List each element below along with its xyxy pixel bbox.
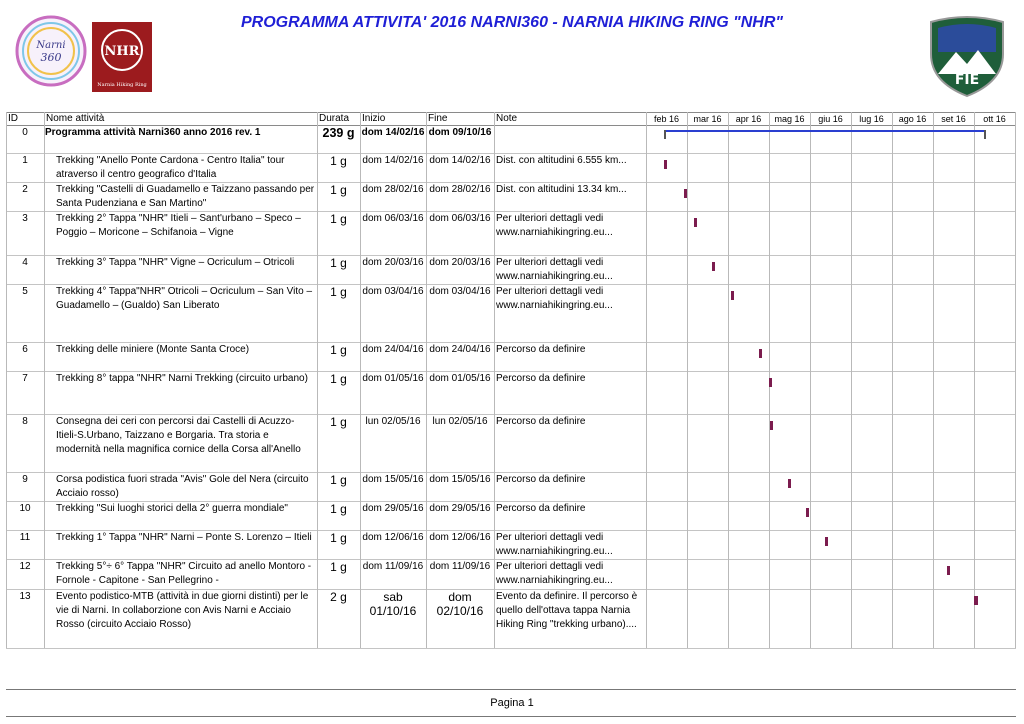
month-divider (933, 112, 934, 648)
task-note: Per ulteriori dettagli vedi www.narniahikingring.eu... (496, 561, 613, 586)
task-duration: 2 g (330, 590, 347, 604)
task-duration: 1 g (330, 531, 347, 545)
task-start: dom 28/02/16 (362, 184, 424, 195)
fie-logo (926, 14, 1008, 98)
month-header: mag 16 (774, 114, 805, 124)
gantt-task-bar (731, 291, 734, 300)
task-start: dom 20/03/16 (362, 257, 424, 268)
task-start: dom 24/04/16 (362, 344, 424, 355)
col-header-start: Inizio (362, 113, 386, 124)
gantt-task-bar (947, 566, 950, 575)
task-start: lun 02/05/16 (365, 416, 421, 427)
row-divider (6, 112, 1016, 113)
gantt-task-bar (770, 421, 773, 430)
task-id: 2 (22, 184, 28, 195)
task-id: 6 (22, 344, 28, 355)
task-duration: 1 g (330, 212, 347, 226)
gantt-summary-end-tick (984, 130, 986, 139)
nhr-logo (92, 22, 152, 92)
task-note: Per ulteriori dettagli vedi www.narniahikingring.eu... (496, 257, 613, 282)
col-header-duration: Durata (319, 113, 350, 124)
footer-divider (6, 689, 1016, 690)
task-note: Percorso da definire (496, 373, 586, 384)
task-name: Trekking "Anello Ponte Cardona - Centro Italia" tour atraverso il centro geografico d'Italia (56, 155, 285, 180)
month-divider (974, 112, 975, 648)
task-name: Trekking 2° Tappa "NHR" Itieli – Sant'urbano – Speco – Poggio – Moricone – Schifanoia – Vigne (56, 213, 301, 238)
task-name: Evento podistico-MTB (attività in due giorni distinti) per le vie di Narni. In collaborzione con Avis Narni e Acciaio Rosso (circuito Acciaio Rosso) (56, 591, 309, 630)
task-end: dom 29/05/16 (429, 503, 491, 514)
task-duration: 239 g (322, 126, 355, 140)
gantt-task-bar (694, 218, 697, 227)
task-note: Per ulteriori dettagli vedi www.narniahikingring.eu... (496, 532, 613, 557)
task-end: dom 02/10/16 (436, 590, 484, 618)
task-note: Per ulteriori dettagli vedi www.narniahikingring.eu... (496, 286, 613, 311)
nhr-logo-mark: NHR (104, 44, 140, 59)
task-note: Evento da definire. Il percorso è quello dell'ottava tappa Narnia Hiking Ring "trekking urbano).... (496, 591, 638, 630)
task-end: dom 24/04/16 (429, 344, 491, 355)
task-end: dom 28/02/16 (429, 184, 491, 195)
task-id: 4 (22, 257, 28, 268)
month-divider (851, 112, 852, 648)
gantt-task-bar (974, 596, 978, 605)
task-duration: 1 g (330, 372, 347, 386)
row-divider (6, 648, 1016, 649)
task-id: 13 (19, 591, 31, 602)
gantt-task-bar (759, 349, 762, 358)
task-note: Percorso da definire (496, 344, 586, 355)
column-divider (494, 112, 495, 648)
col-header-end: Fine (428, 113, 448, 124)
task-id: 11 (19, 532, 31, 543)
gantt-task-bar (769, 378, 772, 387)
nhr-logo-caption: Narnia Hiking Ring (97, 82, 147, 88)
task-duration: 1 g (330, 343, 347, 357)
month-header: mar 16 (693, 114, 722, 124)
task-duration: 1 g (330, 285, 347, 299)
task-start: dom 03/04/16 (362, 286, 424, 297)
month-header: set 16 (941, 114, 966, 124)
task-name: Trekking 4° Tappa"NHR" Otricoli – Ocriculum – San Vito – Guadamello – (Gualdo) San Liberato (56, 286, 313, 311)
gantt-summary-bar (664, 130, 984, 132)
task-duration: 1 g (330, 473, 347, 487)
task-name: Trekking "Sui luoghi storici della 2° guerra mondiale" (56, 503, 288, 514)
task-note: Dist. con altitudini 6.555 km... (496, 155, 627, 166)
task-note: Percorso da definire (496, 503, 586, 514)
col-header-name: Nome attività (46, 113, 105, 124)
column-divider (646, 112, 647, 648)
task-note: Percorso da definire (496, 474, 586, 485)
task-note (496, 126, 644, 152)
gantt-task-bar (806, 508, 809, 517)
col-header-id: ID (8, 113, 18, 124)
month-header: apr 16 (735, 114, 762, 124)
month-header: giu 16 (818, 114, 843, 124)
task-name: Trekking 1° Tappa "NHR" Narni – Ponte S. Lorenzo – Itieli (56, 532, 312, 543)
month-divider (1015, 112, 1016, 648)
task-start: dom 01/05/16 (362, 373, 424, 384)
fie-logo-mark: FIE (954, 72, 980, 88)
task-name: Trekking "Castelli di Guadamello e Taizzano passando per Santa Pudenziana e San Martino" (56, 184, 315, 209)
task-id: 3 (22, 213, 28, 224)
task-start: sab 01/10/16 (369, 590, 417, 618)
column-divider (44, 112, 45, 648)
task-id: 9 (22, 474, 28, 485)
task-end: dom 14/02/16 (429, 155, 491, 166)
footer-bottom-line (6, 716, 1016, 717)
page-number: Pagina 1 (490, 697, 534, 709)
task-id: 10 (19, 503, 31, 514)
task-end: dom 20/03/16 (429, 257, 491, 268)
task-name: Trekking delle miniere (Monte Santa Croce) (56, 344, 250, 355)
task-note: Dist. con altitudini 13.34 km... (496, 184, 627, 195)
narni360-logo-line2: 360 (40, 51, 62, 64)
task-name: Trekking 8° tappa "NHR" Narni Trekking (circuito urbano) (56, 373, 308, 384)
col-header-note: Note (496, 113, 518, 124)
task-id: 5 (22, 286, 28, 297)
month-divider (728, 112, 729, 648)
task-duration: 1 g (330, 415, 347, 429)
task-start: dom 15/05/16 (362, 474, 424, 485)
month-header: lug 16 (859, 114, 884, 124)
task-name: Corsa podistica fuori strada "Avis" Gole del Nera (circuito Acciaio rosso) (56, 474, 309, 499)
task-end: dom 06/03/16 (429, 213, 491, 224)
task-start: dom 06/03/16 (362, 213, 424, 224)
task-duration: 1 g (330, 502, 347, 516)
month-header: ago 16 (898, 114, 927, 124)
task-end: dom 12/06/16 (429, 532, 491, 543)
task-duration: 1 g (330, 183, 347, 197)
month-divider (810, 112, 811, 648)
task-duration: 1 g (330, 560, 347, 574)
task-name: Programma attività Narni360 anno 2016 rev. 1 (45, 127, 261, 138)
gantt-task-bar (712, 262, 715, 271)
month-header: ott 16 (983, 114, 1006, 124)
gantt-task-bar (825, 537, 828, 546)
narni360-logo (14, 14, 88, 88)
task-name: Trekking 3° Tappa "NHR" Vigne – Ocriculum – Otricoli (56, 257, 295, 268)
task-end: dom 01/05/16 (429, 373, 491, 384)
gantt-summary-start-tick (664, 130, 666, 139)
task-end: dom 11/09/16 (429, 561, 491, 572)
task-start: dom 12/06/16 (362, 532, 424, 543)
task-start: dom 14/02/16 (361, 127, 425, 138)
month-divider (892, 112, 893, 648)
narni360-logo-line1: Narni (36, 40, 66, 51)
task-end: lun 02/05/16 (432, 416, 488, 427)
task-id: 7 (22, 373, 28, 384)
task-id: 12 (19, 561, 31, 572)
task-end: dom 09/10/16 (428, 127, 492, 138)
task-id: 0 (22, 127, 28, 138)
task-name: Trekking 5°÷ 6° Tappa "NHR" Circuito ad anello Montoro - Fornole - Capitone - San Pellegrino - (56, 561, 312, 586)
task-id: 8 (22, 416, 28, 427)
gantt-task-bar (684, 189, 687, 198)
page-title: PROGRAMMA ATTIVITA' 2016 NARNI360 - NARNIA HIKING RING "NHR" (241, 14, 783, 31)
gantt-task-bar (788, 479, 791, 488)
task-note: Percorso da definire (496, 416, 586, 427)
task-duration: 1 g (330, 256, 347, 270)
task-duration: 1 g (330, 154, 347, 168)
gantt-task-bar (664, 160, 667, 169)
task-start: dom 14/02/16 (362, 155, 424, 166)
task-name: Consegna dei ceri con percorsi dai Castelli di Acuzzo-Itieli-S.Urbano, Taizzano e Borgaria. Tra storia e modernità nella magnifica cornice della Corsa all'Anello (56, 416, 301, 455)
task-end: dom 15/05/16 (429, 474, 491, 485)
task-id: 1 (22, 155, 28, 166)
task-start: dom 11/09/16 (362, 561, 424, 572)
task-end: dom 03/04/16 (429, 286, 491, 297)
task-start: dom 29/05/16 (362, 503, 424, 514)
month-header: feb 16 (653, 114, 680, 124)
task-note: Per ulteriori dettagli vedi www.narniahikingring.eu... (496, 213, 613, 238)
